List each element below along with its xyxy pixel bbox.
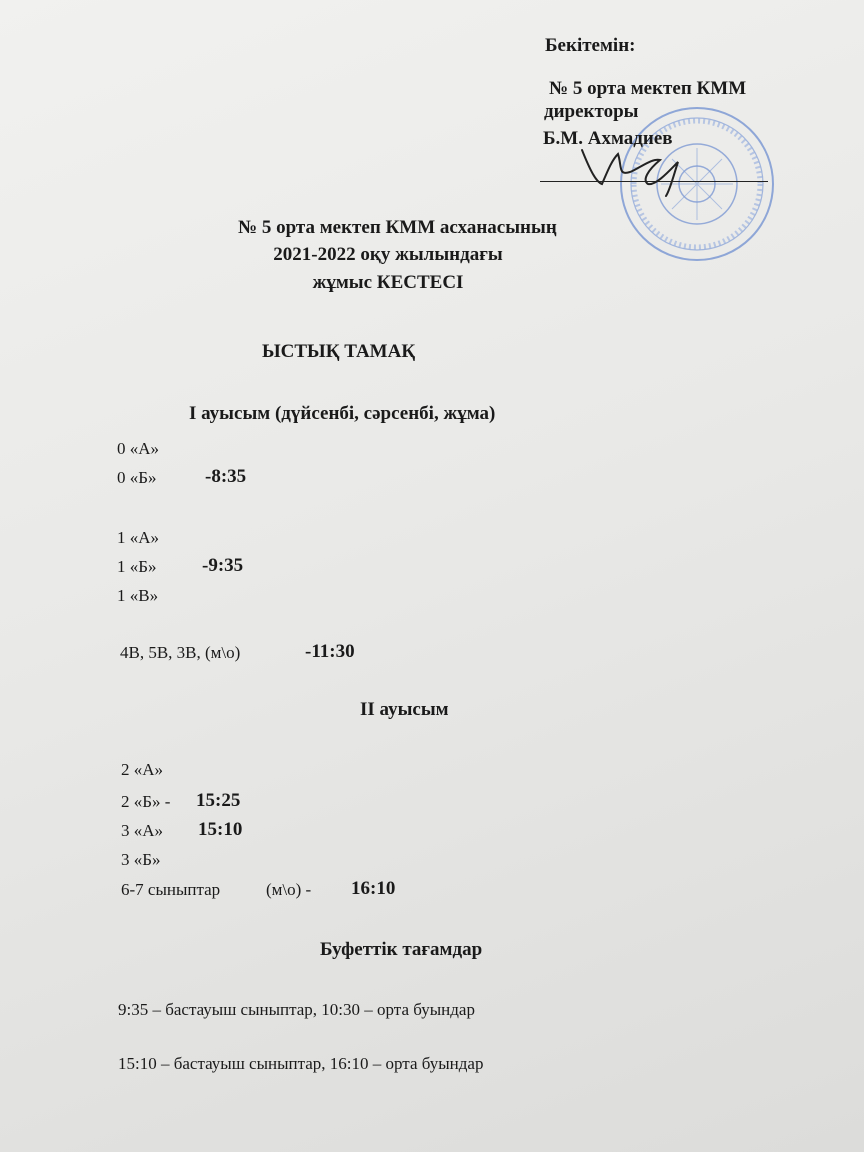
time-group-0: -8:35	[205, 466, 247, 487]
title-line-2: 2021-2022 оқу жылындағы	[273, 244, 503, 265]
shift1-heading: І ауысым (дүйсенбі, сәрсенбі, жұма)	[189, 403, 496, 424]
group-6-7: 6-7 сыныптар	[121, 880, 221, 899]
group-3b: 3 «Б»	[121, 850, 161, 869]
approval-director-name: Б.М. Ахмадиев	[543, 128, 673, 149]
group-6-7-note: (м\о) -	[266, 880, 312, 899]
time-mixed-groups: -11:30	[305, 641, 355, 662]
shift2-heading: ІІ ауысым	[360, 699, 449, 720]
approval-heading: Бекітемін:	[545, 35, 636, 56]
time-group-1: -9:35	[202, 555, 244, 576]
time-group-3a: 15:10	[198, 819, 243, 840]
buffet-line-2: 15:10 – бастауыш сыныптар, 16:10 – орта буындар	[118, 1054, 484, 1073]
group-0a: 0 «А»	[117, 439, 160, 458]
approval-position: директоры	[544, 101, 639, 122]
group-2a: 2 «А»	[121, 760, 164, 779]
group-0b: 0 «Б»	[117, 468, 157, 487]
group-1b: 1 «Б»	[117, 557, 157, 576]
time-group-6-7: 16:10	[351, 878, 396, 899]
approval-school: № 5 орта мектеп КММ	[549, 78, 747, 99]
title-line-3: жұмыс КЕСТЕСІ	[312, 272, 464, 293]
group-1v: 1 «В»	[117, 586, 159, 605]
signature-line	[540, 181, 768, 182]
group-3a: 3 «А»	[121, 821, 164, 840]
hot-meal-heading: ЫСТЫҚ ТАМАҚ	[262, 341, 416, 362]
buffet-line-1: 9:35 – бастауыш сыныптар, 10:30 – орта буындар	[118, 1000, 475, 1019]
signature	[578, 140, 698, 200]
mixed-groups: 4В, 5В, 3В, (м\о)	[120, 643, 241, 662]
title-line-1: № 5 орта мектеп КММ асханасының	[238, 217, 557, 238]
time-group-2b: 15:25	[196, 790, 241, 811]
group-1a: 1 «А»	[117, 528, 160, 547]
buffet-heading: Буфеттік тағамдар	[320, 939, 483, 960]
group-2b: 2 «Б» -	[121, 792, 171, 811]
